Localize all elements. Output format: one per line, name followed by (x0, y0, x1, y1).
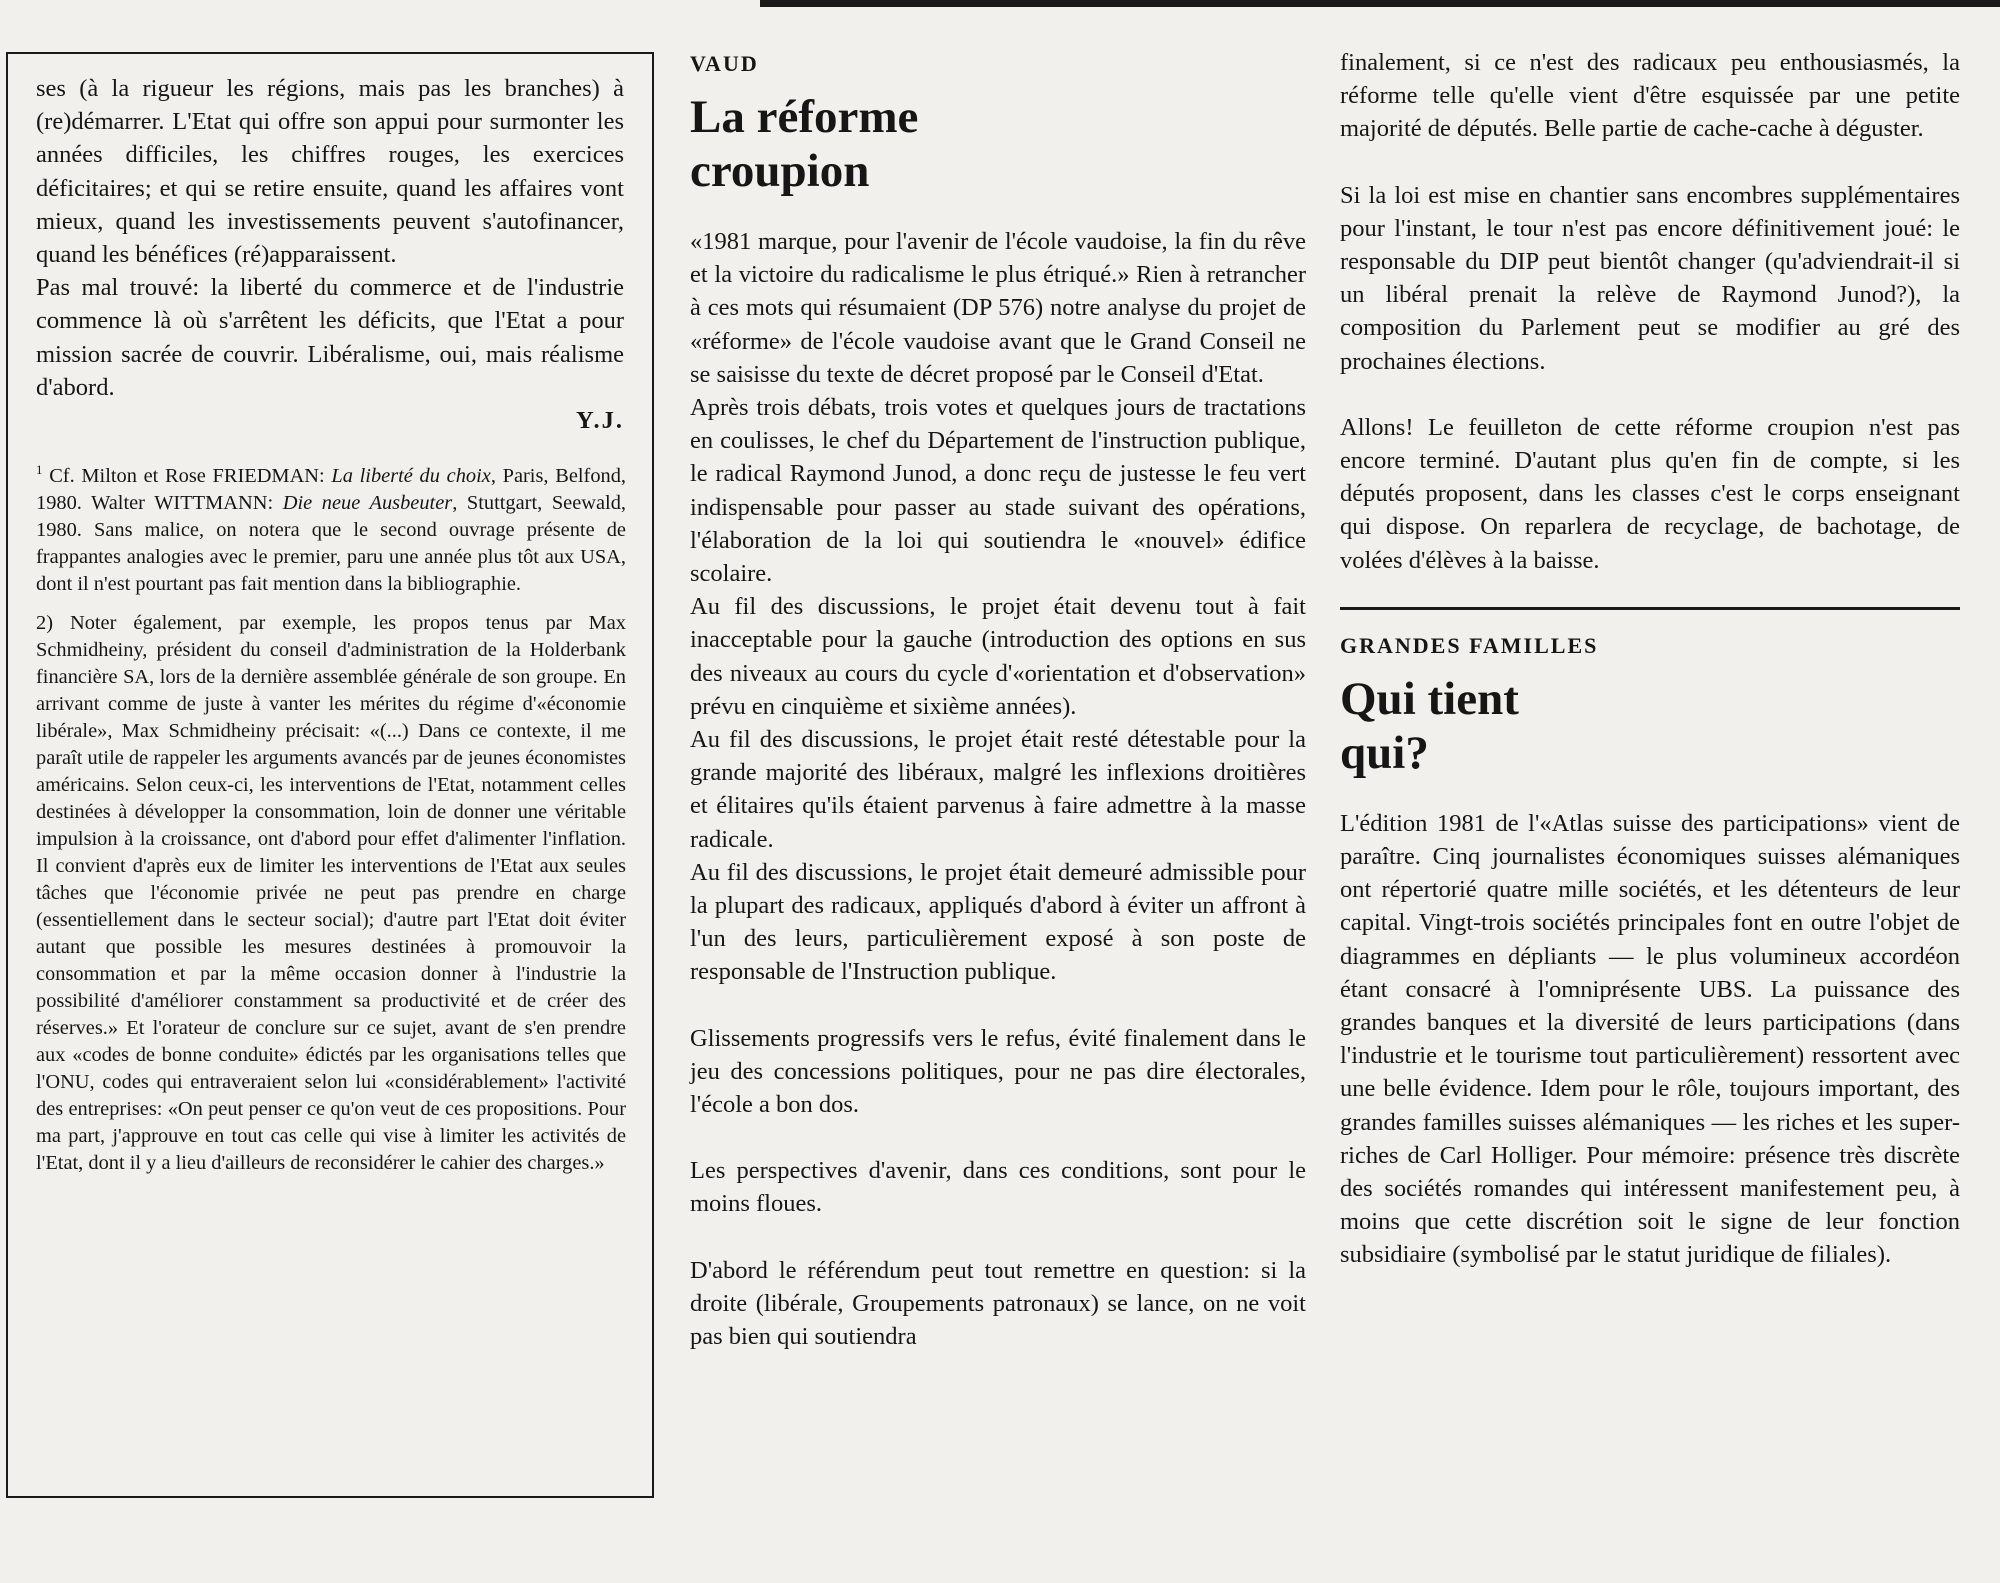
paragraph: Au fil des discussions, le projet était demeuré admissible pour la plupart des radicaux, appliqués d'abord à éviter un affront à l'un des leurs, particulièrement exposé à son poste de responsable de l'Instruction publique. (690, 858, 1306, 986)
paragraph: «1981 marque, pour l'avenir de l'école vaudoise, la fin du rêve et la victoire du radicalisme le plus étriqué.» Rien à retrancher à ces mots qui résumaient (DP 576) notre analyse du projet de «réforme» de l'école vaudoise avant que le Grand Conseil ne se saisisse du texte de décret proposé par le Conseil d'Etat. (690, 228, 1306, 388)
book-title: La liberté du choix (331, 465, 491, 488)
paragraph: Allons! Le feuilleton de cette réforme croupion n'est pas encore terminé. D'autant plus qu'en fin de compte, si les députés proposent, dans les classes c'est le corps enseignant qui dispose. On reparlera de recyclage, de bachotage, de volées d'élèves à la baisse. (1340, 413, 1960, 574)
paragraph: Pas mal trouvé: la liberté du commerce et de l'industrie commence là où s'arrêtent les déficits, que l'Etat a pour mission sacrée de couvrir. Libéralisme, oui, mais réalisme d'abord. (36, 274, 624, 401)
footnotes (36, 463, 626, 1177)
paragraph: Glissements progressifs vers le refus, évité finalement dans le jeu des concessions politiques, pour ne pas dire électorales, l'école a bon dos. (690, 1024, 1306, 1119)
article-vaud (690, 50, 1306, 1353)
footnote-number: 1 (36, 462, 43, 478)
article-headline: Qui tient qui? (1340, 672, 1519, 779)
paragraph: finalement, si ce n'est des radicaux peu enthousiasmés, la réforme telle qu'elle vient d'être esquissée par une petite majorité de députés. Belle partie de cache-cache à déguster. (1340, 49, 1960, 143)
book-title: Die neue Ausbeuter (282, 492, 453, 515)
article-grandes-familles (1340, 632, 1960, 1272)
paragraph: ses (à la rigueur les régions, mais pas les branches) à (re)démarrer. L'Etat qui offre son appui pour surmonter les années difficiles, les chiffres rouges, les exercices déficitaires; et qui se retire ensuite, quand les affaires vont mieux, quand les investissements peuvent s'autofinancer, quand les bénéfices (ré)apparaissent. (36, 75, 624, 269)
paragraph: Les perspectives d'avenir, dans ces conditions, sont pour le moins floues. (690, 1157, 1306, 1218)
section-divider (1340, 607, 1960, 610)
paragraph: L'édition 1981 de l'«Atlas suisse des participations» vient de paraître. Cinq journalistes économiques suisses alémaniques ont répertorié quatre mille sociétés, et les détenteurs de leur capital. Vingt-trois sociétés principales font en outre l'objet de diagrammes en dépliants — le plus volumineux accordéon étant consacré à l'omniprésente UBS. La puissance des grandes banques et la diversité de leurs participations (dans l'industrie et le tourisme tout particulièrement) ressortent avec une belle évidence. Idem pour le rôle, toujours important, des grandes familles suisses alémaniques — les riches et les super-riches de Carl Holliger. Pour mémoire: présence très discrète des sociétés romandes qui intéressent manifestement peu, à moins que cette discrétion soit le signe de leur fonction subsidiaire (symbolisé par le statut juridique de filiales). (1340, 809, 1960, 1269)
footnote-2: 2) Noter également, par exemple, les propos tenus par Max Schmidheiny, président du conseil d'administration de la Holderbank financière SA, lors de la dernière assemblée générale de son groupe. En arrivant comme de juste à vanter les mérites du régime d'«économie libérale», Max Schmidheiny précisait: «(...) Dans ce contexte, il me paraît utile de rappeler les arguments avancés par de jeunes économistes américains. Selon ceux-ci, les interventions de l'Etat, notamment celles destinées à développer la consommation, loin de donner une véritable impulsion à la croissance, ont d'abord pour effet d'alimenter l'inflation. Il convient d'après eux de limiter les interventions de l'Etat aux seules tâches que l'économie privée ne peut pas prendre en charge (essentiellement dans le secteur social); d'autre part l'Etat doit éviter autant que possible les mesures destinées à promouvoir la consommation et par la même occasion donner à l'industrie la possibilité d'améliorer constamment sa productivité et de créer des réserves.» Et l'orateur de conclure sur ce sujet, avant de s'en prendre aux «codes de bonne conduite» édictés par les organisations telles que l'ONU, codes qui entraveraient selon lui «considérablement» l'activité des entreprises: «On peut penser ce qu'on veut de ces propositions. Pour ma part, j'approuve en tout cas celle qui vise à limiter les activités de l'Etat, dont il y a lieu d'ailleurs de reconsidérer le cahier des charges.» (36, 612, 626, 1175)
paragraph: Si la loi est mise en chantier sans encombres supplémentaires pour l'instant, le tour n'est pas encore définitivement joué: le responsable du DIP peut bientôt changer (qu'adviendrait-il si un libéral prenait la relève de Raymond Junod?), la composition du Parlement peut se modifier au gré des prochaines élections. (1340, 181, 1960, 375)
paragraph: Au fil des discussions, le projet était devenu tout à fait inacceptable pour la gauche (introduction des options en sus des niveaux au cours du cycle d'«orientation et d'observation» prévu en cinquième et sixième années). (690, 593, 1306, 720)
article-headline: La réforme croupion (690, 91, 919, 197)
section-kicker: GRANDES FAMILLES (1340, 632, 1599, 658)
article-text (690, 225, 1306, 1353)
footnote-1: $^1$ Cf. Milton et Rose FRIEDMAN: La liberté du choix, Paris, Belfond, 1980. Walter WITTMANN: Die neue Ausbeuter, Stuttgart, Seewald, 1980. Sans malice, on notera que le second ouvrage présente de frappantes analogies avec le premier, paru une année plus tôt aux USA, dont il n'est pourtant pas fait mention dans la bibliographie. (36, 462, 627, 596)
author-signature: Y.J. (576, 407, 624, 435)
paragraph: Au fil des discussions, le projet était resté détestable pour la grande majorité des libéraux, malgré les inflexions droitières et élitaires qu'ils étaient parvenus à faire admettre à la masse radicale. (690, 726, 1306, 853)
article-text (1340, 807, 1960, 1272)
boxed-article-end (6, 52, 654, 1498)
paragraph: D'abord le référendum peut tout remettre en question: si la droite (libérale, Groupements patronaux) se lance, on ne voit pas bien qui soutiendra (690, 1256, 1306, 1351)
section-kicker: VAUD (690, 51, 759, 76)
article-continuation (1340, 46, 1960, 1272)
paragraph: Après trois débats, trois votes et quelques jours de tractations en coulisses, le chef du Département de l'instruction publique, le radical Raymond Junod, a donc reçu de justesse le feu vert indispensable pour passer au stade suivant des opérations, l'élaboration de la loi qui soutiendra le «nouvel» édifice scolaire. (690, 394, 1306, 588)
article-text (36, 72, 624, 404)
article-text (1340, 46, 1960, 577)
top-rule (760, 0, 2000, 7)
